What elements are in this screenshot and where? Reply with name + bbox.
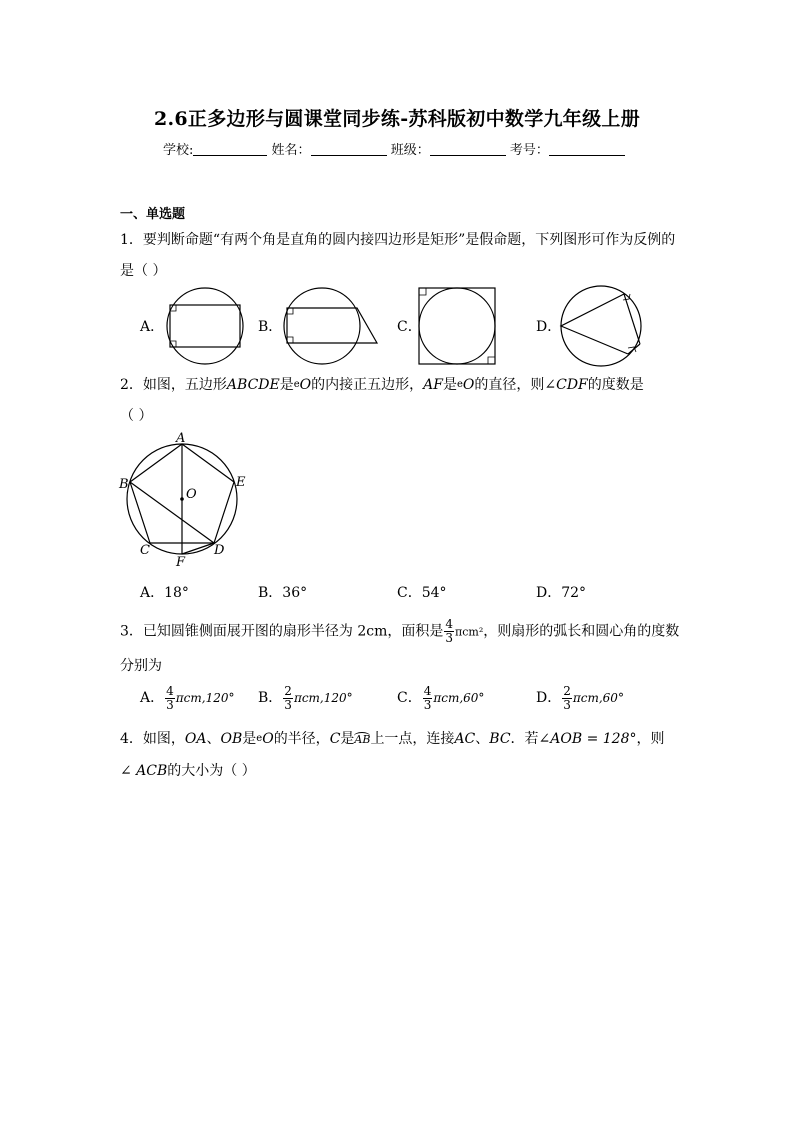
fraction: $\frac{4}{3}$ [445, 617, 454, 645]
label-f: F [176, 555, 186, 570]
q2-pentagon-figure [118, 432, 256, 570]
q1-option-b-figure [280, 286, 380, 366]
q4-line1: 4．如图，OA、OB是eO的半径，C是AB上一点，连接AC、BC．若∠AOB = 128°，则 [120, 731, 665, 747]
school-blank[interactable] [193, 143, 267, 156]
q1-option-c-figure [416, 286, 498, 366]
q1-option-c-label: C． [397, 319, 422, 335]
q2-line2: （ ） [120, 408, 153, 424]
section-title: 一、单选题 [120, 207, 186, 222]
q3-option-a[interactable]: A． $\frac{4}{3}$ πcm,120° [140, 683, 235, 712]
name-blank[interactable] [311, 143, 387, 156]
circle-symbol: e [293, 379, 300, 390]
label-b: B [119, 477, 129, 492]
q3-line2: 分别为 [120, 658, 162, 674]
class-blank[interactable] [430, 143, 506, 156]
q3-option-b[interactable]: B． $\frac{2}{3}$ πcm,120° [258, 683, 353, 712]
q3-line1: 3．已知圆锥侧面展开图的扇形半径为 2cm，面积是 $\frac{4}{3}$ πcm²，则扇形的弧长和圆心角的度数 [120, 617, 680, 645]
q1-option-a-label: A． [140, 319, 165, 335]
label-o: O [186, 487, 197, 502]
label-d: D [214, 543, 225, 558]
name-label: 姓名： [271, 143, 311, 158]
q1-line1: 1．要判断命题“有两个角是直角的圆内接四边形是矩形”是假命题，下列图形可作为反例的 [120, 232, 676, 248]
class-label: 班级： [390, 143, 430, 158]
q1-option-b-label: B． [258, 319, 283, 335]
q1-option-d-label: D． [536, 319, 562, 335]
q2-line1: 2．如图，五边形ABCDE是eO的内接正五边形，AF是eO的直径，则∠CDF的度数是 [120, 377, 644, 393]
q3-option-c[interactable]: C． $\frac{4}{3}$ πcm,60° [397, 683, 485, 712]
q1-option-a-figure [160, 286, 250, 366]
q2-option-a[interactable]: A．18° [140, 585, 189, 601]
q1-line2: 是（ ） [120, 263, 167, 279]
arc-ab: AB [354, 733, 371, 746]
school-label: 学校: [163, 143, 194, 158]
q2-option-c[interactable]: C．54° [397, 585, 447, 601]
exam-no-blank[interactable] [549, 143, 625, 156]
q3-option-d[interactable]: D． $\frac{2}{3}$ πcm,60° [536, 683, 624, 712]
circle-symbol: e [256, 733, 263, 744]
q4-line2: ∠ ACB的大小为（ ） [120, 763, 256, 779]
circle-symbol: e [456, 379, 463, 390]
page-title: 2.6正多边形与圆课堂同步练-苏科版初中数学九年级上册 [153, 108, 641, 130]
q2-option-d[interactable]: D．72° [536, 585, 587, 601]
label-e: E [236, 475, 246, 490]
q1-option-d-figure [558, 284, 644, 368]
label-a: A [176, 432, 186, 446]
q2-option-b[interactable]: B．36° [258, 585, 308, 601]
label-c: C [140, 543, 150, 558]
student-info-line [163, 139, 625, 158]
exam-no-label: 考号： [509, 143, 549, 158]
